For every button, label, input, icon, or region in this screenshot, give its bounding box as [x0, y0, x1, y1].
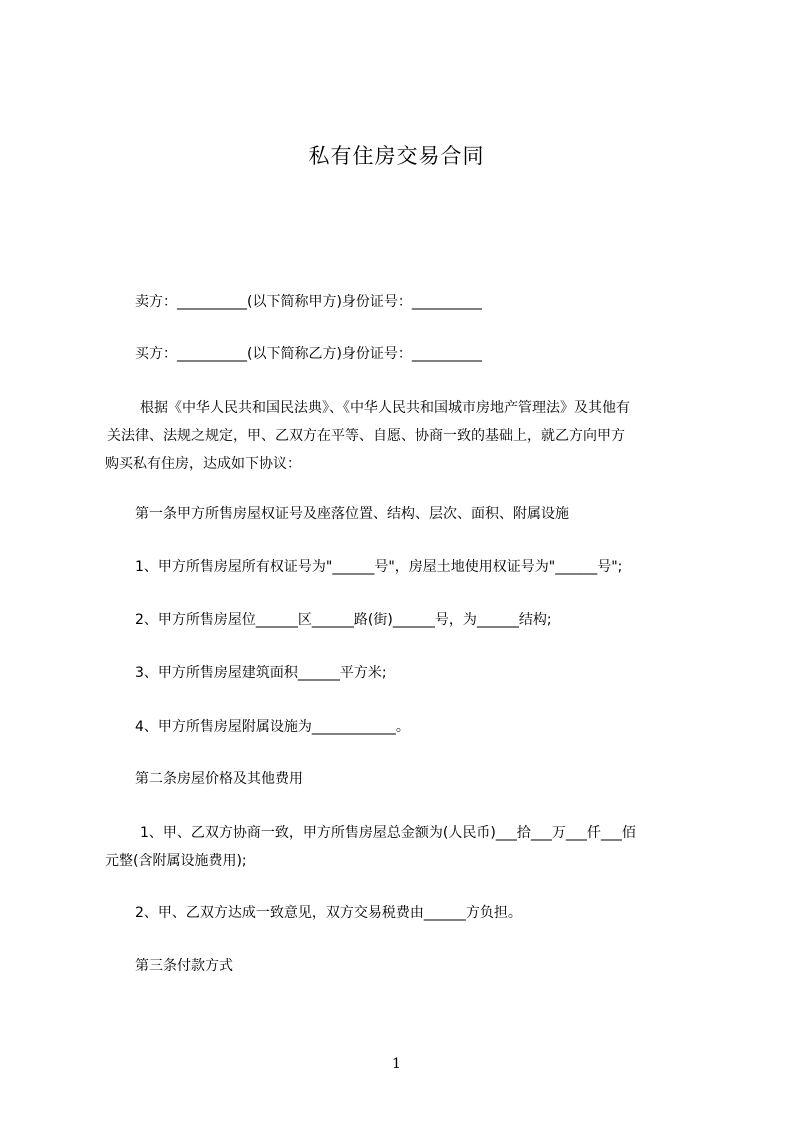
preamble-line-2: 关法律、法规之规定，甲、乙双方在平等、自愿、协商一致的基础上，就乙方向甲方	[107, 428, 625, 444]
buyer-line: 买方：__________(以下简称乙方)身份证号：__________	[135, 346, 482, 362]
document-title: 私有住房交易合同	[308, 144, 485, 168]
article2-item-2: 2、甲、乙双方达成一致意见，双方交易税费由______方负担。	[135, 905, 522, 921]
preamble-line-1: 根据《中华人民共和国民法典》、《中华人民共和国城市房地产管理法》及其他有	[140, 400, 630, 416]
article2-item-1-line-2: 元整(含附属设施费用);	[105, 853, 247, 869]
article1-item-2: 2、甲方所售房屋位______区______路(街)______号，为______结构;	[135, 612, 552, 628]
article1-heading: 第一条甲方所售房屋权证号及座落位置、结构、层次、面积、附属设施	[135, 506, 569, 522]
article1-item-4: 4、甲方所售房屋附属设施为____________。	[135, 719, 410, 735]
preamble-line-3: 购买私有住房，达成如下协议：	[105, 456, 301, 472]
article3-heading: 第三条付款方式	[135, 958, 233, 974]
page-number: 1	[392, 1056, 401, 1072]
article2-item-1-line-1: 1、甲、乙双方协商一致，甲方所售房屋总金额为(人民币)___拾___万___仟___佰	[140, 825, 636, 841]
seller-line: 卖方：__________(以下简称甲方)身份证号：__________	[135, 294, 482, 310]
article1-item-1: 1、甲方所售房屋所有权证号为"______号"，房屋土地使用权证号为"______号";	[135, 559, 623, 575]
article1-item-3: 3、甲方所售房屋建筑面积______平方米;	[135, 665, 387, 681]
article2-heading: 第二条房屋价格及其他费用	[135, 771, 303, 787]
